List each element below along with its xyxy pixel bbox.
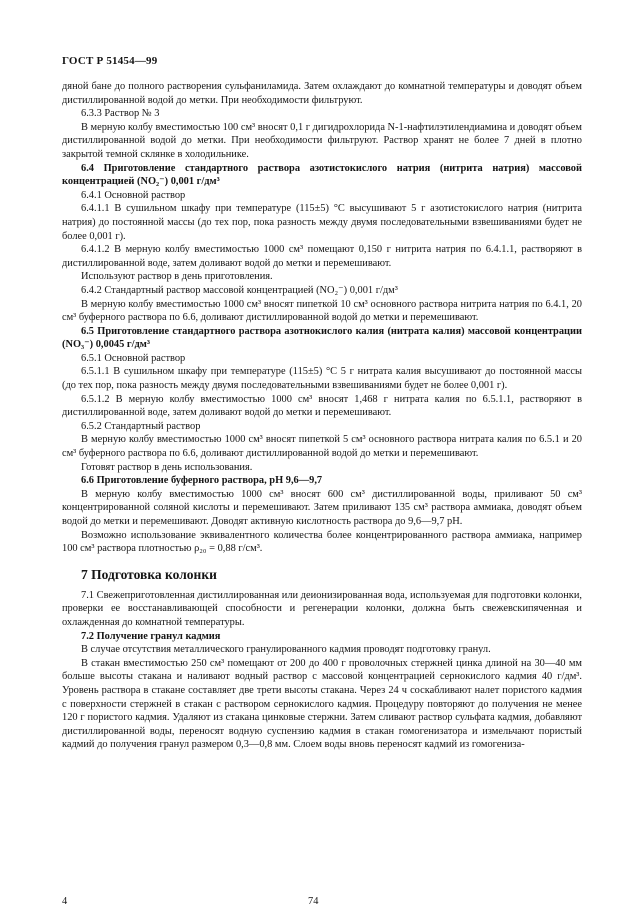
body-paragraph: 6.5.1.2 В мерную колбу вместимостью 1000 см³ вносят 1,468 г нитрата калия по 6.5.1.1, растворяют в дистиллированной воде, затем доливают водой до метки и перемешивают. (62, 393, 582, 419)
body-paragraph: 6.4.1 Основной раствор (81, 189, 186, 201)
body-paragraph: 6.4.1.2 В мерную колбу вместимостью 1000 см³ помещают 0,150 г нитрита натрия по 6.4.1.1, растворяют в дистиллированной воде, затем доливают водой до метки и перемешивают. (62, 244, 582, 269)
body-paragraph: 6.4.1.1 В сушильном шкафу при температуре (115±5) °С высушивают 5 г азотистокислого натрия (нитрита натрия) до постоянной массы (до тех пор, пока разность между двумя последовательными взвешиваниями будет не более 0,001 г). (62, 203, 582, 242)
page-number: 74 (308, 896, 319, 907)
body-paragraph: Возможно использование эквивалентного количества более концентрированного раствора аммиака, например 100 см³ раствора плотностью ρ₂₀ = 0,88 г/см³. (62, 529, 582, 555)
body-paragraph: 6.5.2 Стандартный раствор (81, 420, 201, 432)
body-paragraph: В мерную колбу вместимостью 1000 см³ вносят 600 см³ дистиллированной воды, приливают 50 см³ концентрированной соляной кислоты и перемешивают. Затем приливают 135 см³ раствора аммиака, доводят объем водой до метки и перемешивают. Доводят активную кислотность раствора до 9,6—9,7 рН. (62, 488, 582, 527)
body-paragraph: 6.5.1.1 В сушильном шкафу при температуре (115±5) °С 5 г нитрата калия высушивают до постоянной массы (до тех пор, пока разность между двумя последовательными взвешиваниями будет не более 0,001 г). (62, 366, 582, 392)
body-paragraph: В мерную колбу вместимостью 1000 см³ вносят пипеткой 10 см³ основного раствора нитрита натрия по 6.4.1, 20 см³ буферного раствора по 6.6, доливают дистиллированной водой до метки и перемешивают. (62, 298, 582, 324)
document-header-code: ГОСТ Р 51454—99 (62, 55, 158, 67)
subsection-heading: 6.6 Приготовление буферного раствора, рН 9,6—9,7 (81, 475, 323, 487)
body-paragraph: 6.4.2 Стандартный раствор массовой концентрацией (NO₂⁻) 0,001 г/дм³ (81, 284, 398, 296)
body-paragraph: Готовят раствор в день использования. (81, 461, 253, 473)
body-paragraph: В случае отсутствия металлического гранулированного кадмия проводят подготовку гранул. (81, 644, 491, 656)
body-paragraph: 7.1 Свежеприготовленная дистиллированная или деионизированная вода, используемая для подготовки колонки, проверки ее восстанавливающей способности и регенерации колонки, должна быть свежевскипяченная и охлажденная до комнатной температуры. (62, 589, 582, 628)
subsection-heading: 7.2 Получение гранул кадмия (81, 630, 221, 642)
body-paragraph: 6.5.1 Основной раствор (81, 352, 186, 364)
body-paragraph: Используют раствор в день приготовления. (81, 271, 273, 283)
footer-left-number: 4 (62, 896, 68, 907)
body-paragraph: В стакан вместимостью 250 см³ помещают от 200 до 400 г проволочных стержней цинка длиной на 30—40 мм больше высоты стакана и наливают водный раствор с массовой концентрацией сернокислого кадмия 40 г/дм³. Уровень раствора в стакане составляет две трети высоты стакана. Через 24 ч соскабливают налет пористого кадмия с поверхности стержней в стакан с раствором сернокислого кадмия. Процедуру повторяют до получения не менее 120 г пористого кадмия. Удаляют из стакана цинковые стержни. Затем сливают раствор сульфата кадмия, добавляют дистиллированной воды, переносят водную суспензию кадмия в стакан гомогенизатора и измельчают пористый кадмий до получения гранул размером 0,3—0,8 мм. Слоем воды вновь переносят кадмий из гомогениза- (62, 657, 582, 751)
body-paragraph: В мерную колбу вместимостью 1000 см³ вносят пипеткой 5 см³ основного раствора нитрата калия по 6.5.1 и 20 см³ буферного раствора по 6.6, доливают дистиллированной водой до метки и перемешивают. (62, 434, 582, 460)
body-paragraph: 6.3.3 Раствор № 3 (81, 108, 160, 120)
subsection-heading: 6.4 Приготовление стандартного раствора азотистокислого натрия (нитрита натрия) массовой концентрацией (NO₂⁻) 0,001 г/дм³ (62, 162, 582, 188)
subsection-heading: 6.5 Приготовление стандартного раствора азотнокислого калия (нитрата калия) массовой концентрации (NO₃⁻) 0,0045 г/дм³ (62, 325, 582, 351)
body-paragraph: В мерную колбу вместимостью 100 см³ вносят 0,1 г дигидрохлорида N-1-нафтилэтилендиамина и доводят объем дистиллированной водой до метки. При необходимости фильтруют. Раствор хранят не более 7 дней в плотно закрытой темной склянке в холодильнике. (62, 121, 582, 160)
page-body (62, 80, 582, 752)
section-heading: 7 Подготовка колонки (81, 566, 217, 582)
body-paragraph: дяной бане до полного растворения сульфаниламида. Затем охлаждают до комнатной температуры и доводят объем дистиллированной водой до метки. При необходимости фильтруют. (62, 81, 582, 106)
